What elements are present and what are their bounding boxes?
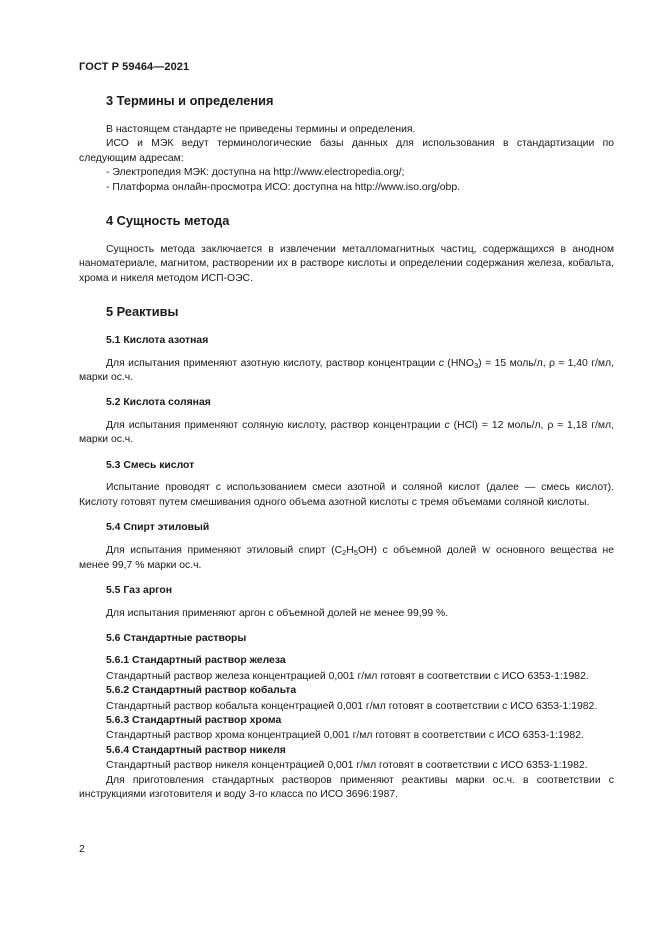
list-item-electropedia: - Электропедия МЭК: доступна на http://www.electropedia.org/; bbox=[106, 167, 405, 179]
subsection-5-2-title: 5.2 Кислота соляная bbox=[106, 397, 211, 409]
subsection-5-2-text: Для испытания применяют соляную кислоту, раствор концентрации c (HCl) = 12 моль/л, ρ ≈ 1,18 г/мл, марки ос.ч. bbox=[79, 419, 614, 446]
subsection-5-6-4-text: Стандартный раствор никеля концентрацией 0,001 г/мл готовят в соответствии с ИСО 6353-1:1982. bbox=[106, 760, 588, 772]
subsection-5-4-text: Для испытания применяют этиловый спирт $(C_2H_5OH)$ с объемной долей w основного вещества не менее 99,7 % марки ос.ч. bbox=[79, 544, 615, 571]
page-number: 2 bbox=[79, 844, 85, 855]
rho-symbol: ρ bbox=[549, 357, 555, 369]
list-item-iso-obp: - Платформа онлайн-просмотра ИСО: доступна на http://www.iso.org/obp. bbox=[106, 181, 460, 193]
section-3-paragraph-2: ИСО и МЭК ведут терминологические базы данных для использования в стандартизации по следующим адресам: bbox=[79, 138, 614, 164]
subsection-5-6-1-text: Стандартный раствор железа концентрацией 0,001 г/мл готовят в соответствии с ИСО 6353-1:1982. bbox=[106, 670, 589, 682]
section-3-paragraph-1: В настоящем стандарте не приведены термины и определения. bbox=[106, 124, 416, 135]
subsection-5-6-2-text: Стандартный раствор кобальта концентрацией 0,001 г/мл готовят в соответствии с ИСО 6353-1:1982. bbox=[106, 700, 598, 712]
subsection-5-6-closing-text: Для приготовления стандартных растворов применяют реактивы марки ос.ч. в соответствии с инструкциями изготовителя и воду 3-го класса по ИСО 3696:1987. bbox=[79, 774, 614, 800]
section-4-paragraph: Сущность метода заключается в извлечении металломагнитных частиц, содержащихся в анодном наноматериале, магнитом, растворении их в растворе кислоты и определении содержания железа, кобальта, хрома и никеля методом ИСП-ОЭС. bbox=[79, 244, 614, 284]
page-content bbox=[79, 93, 614, 802]
section-3-title: 3 Термины и определения bbox=[106, 93, 274, 108]
subsection-5-5-title: 5.5 Газ аргон bbox=[106, 585, 172, 597]
subsection-5-5-text: Для испытания применяют аргон с объемной долей не менее 99,99 %. bbox=[106, 607, 449, 619]
subsection-5-6-3-title: 5.6.3 Стандартный раствор хрома bbox=[106, 714, 282, 726]
subsection-5-1-text: Для испытания применяют азотную кислоту, раствор концентрации c $(HNO_3) = 15$ моль/л, ρ ≈ 1,40 г/мл, марки ос.ч. bbox=[79, 357, 615, 384]
standard-header: ГОСТ Р 59464—2021 bbox=[79, 61, 190, 73]
section-5-title: 5 Реактивы bbox=[106, 304, 179, 320]
section-4-title: 4 Сущность метода bbox=[106, 213, 230, 229]
subsection-5-6-2-title: 5.6.2 Стандартный раствор кобальта bbox=[106, 685, 297, 697]
subsection-5-6-1-title: 5.6.1 Стандартный раствор железа bbox=[106, 655, 286, 667]
w-symbol: w bbox=[481, 544, 491, 557]
subsection-5-4-title: 5.4 Спирт этиловый bbox=[106, 521, 210, 533]
subsection-5-6-4-title: 5.6.4 Стандартный раствор никеля bbox=[106, 744, 286, 756]
subsection-5-6-title: 5.6 Стандартные растворы bbox=[106, 632, 247, 644]
subsection-5-1-title: 5.1 Кислота азотная bbox=[106, 335, 209, 347]
subsection-5-3-title: 5.3 Смесь кислот bbox=[106, 459, 195, 471]
subsection-5-6-3-text: Стандартный раствор хрома концентрацией 0,001 г/мл готовят в соответствии с ИСО 6353-1:1982. bbox=[106, 730, 584, 742]
subsection-5-3-text: Испытание проводят с использованием смеси азотной и соляной кислот (далее — смесь кислот). Кислоту готовят путем смешивания одного объема азотной кислоты с тремя объемами соляной кислоты. bbox=[79, 482, 614, 508]
rho-symbol: ρ bbox=[547, 419, 554, 431]
